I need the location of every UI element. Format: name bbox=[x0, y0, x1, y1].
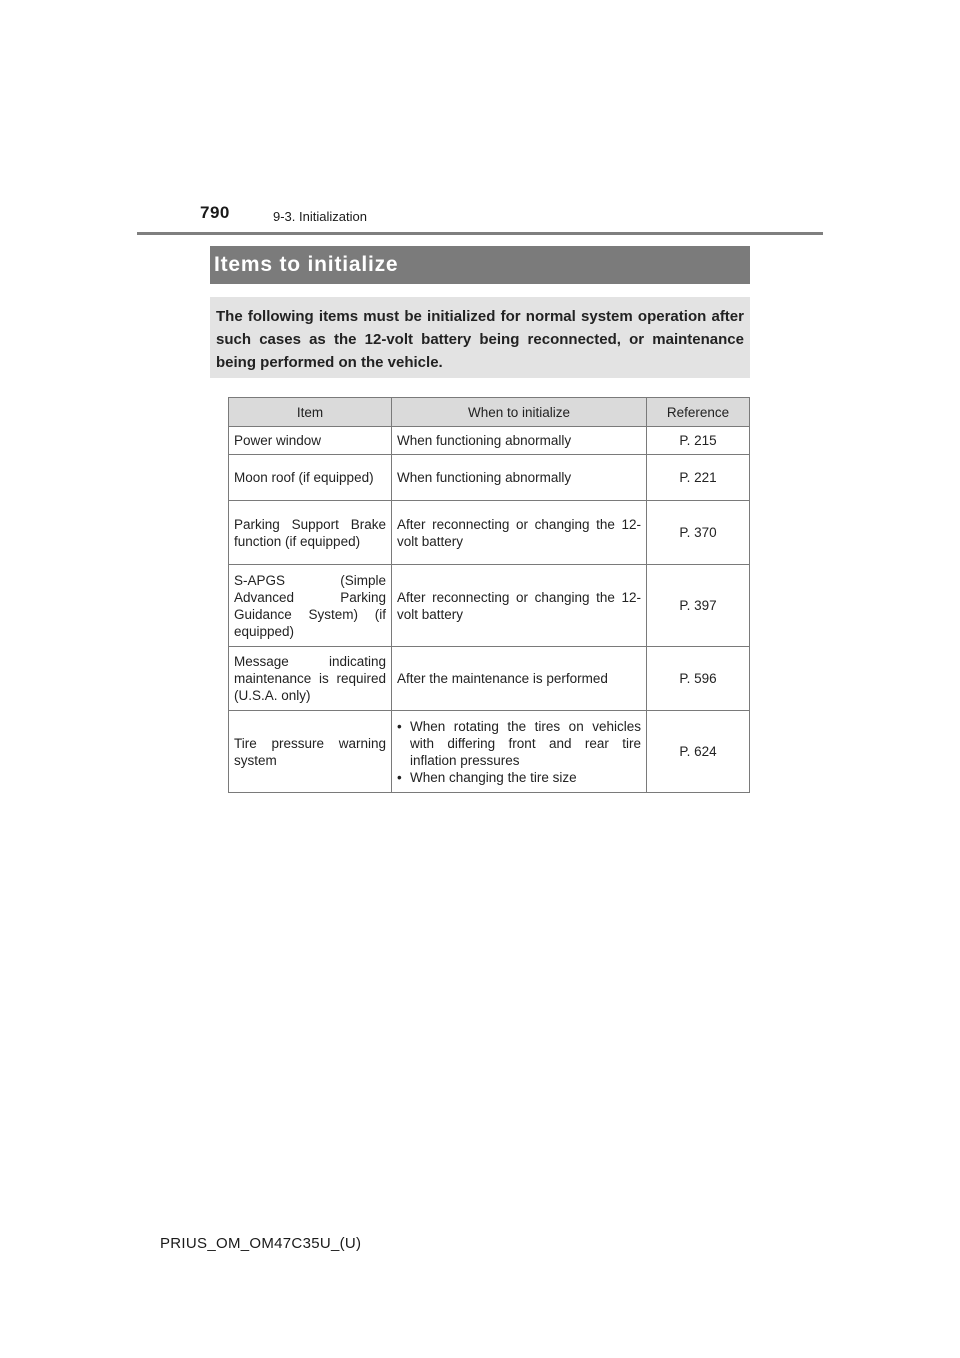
page-number: 790 bbox=[200, 203, 230, 222]
bullet-item: • When changing the tire size bbox=[397, 769, 641, 786]
table-row bbox=[229, 501, 750, 565]
cell-reference: P. 221 bbox=[647, 455, 750, 501]
header-divider bbox=[137, 232, 823, 235]
section-banner: Items to initialize bbox=[210, 246, 750, 284]
bullet-list bbox=[397, 718, 641, 786]
cell-when: When functioning abnormally bbox=[392, 427, 647, 455]
cell-reference: P. 397 bbox=[647, 565, 750, 647]
section-title: 9-3. Initialization bbox=[273, 209, 367, 224]
cell-when: After reconnecting or changing the 12-volt battery bbox=[392, 565, 647, 647]
cell-when: After reconnecting or changing the 12-volt battery bbox=[392, 501, 647, 565]
bullet-item: • When rotating the tires on vehicles with differing front and rear tire inflation pressures bbox=[397, 718, 641, 769]
table-row bbox=[229, 711, 750, 793]
table-row bbox=[229, 455, 750, 501]
table-row bbox=[229, 647, 750, 711]
cell-reference: P. 624 bbox=[647, 711, 750, 793]
initialization-table bbox=[228, 397, 750, 793]
cell-item: Message indicating maintenance is required (U.S.A. only) bbox=[229, 647, 392, 711]
column-header-when: When to initialize bbox=[392, 398, 647, 427]
table-header-row bbox=[229, 398, 750, 427]
cell-item: S-APGS (Simple Advanced Parking Guidance System) (if equipped) bbox=[229, 565, 392, 647]
column-header-reference: Reference bbox=[647, 398, 750, 427]
cell-when bbox=[392, 711, 647, 793]
footer-code: PRIUS_OM_OM47C35U_(U) bbox=[160, 1235, 362, 1252]
cell-reference: P. 596 bbox=[647, 647, 750, 711]
table-row bbox=[229, 427, 750, 455]
intro-box: The following items must be initialized for normal system operation after such cases as the 12-volt battery being reconnected, or maintenance being performed on the vehicle. bbox=[210, 297, 750, 378]
cell-item: Tire pressure warning system bbox=[229, 711, 392, 793]
cell-when: When functioning abnormally bbox=[392, 455, 647, 501]
cell-reference: P. 215 bbox=[647, 427, 750, 455]
cell-item: Power window bbox=[229, 427, 392, 455]
cell-item: Parking Support Brake function (if equipped) bbox=[229, 501, 392, 565]
cell-item: Moon roof (if equipped) bbox=[229, 455, 392, 501]
column-header-item: Item bbox=[229, 398, 392, 427]
cell-when: After the maintenance is performed bbox=[392, 647, 647, 711]
cell-reference: P. 370 bbox=[647, 501, 750, 565]
table-row bbox=[229, 565, 750, 647]
